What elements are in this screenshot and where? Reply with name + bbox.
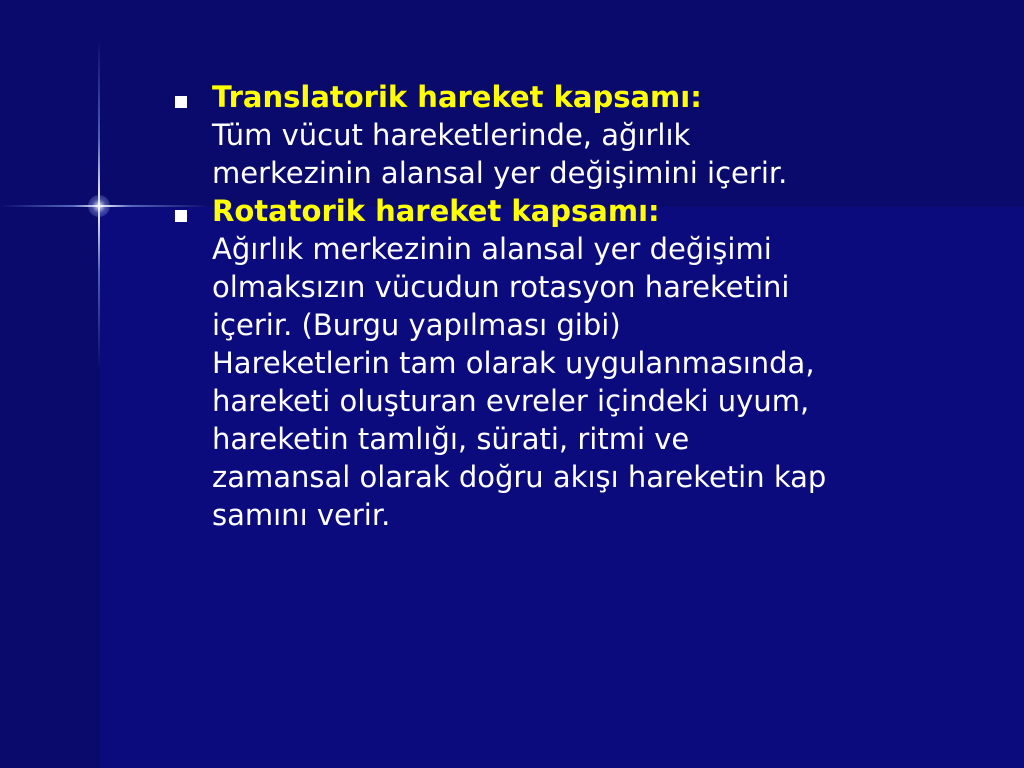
bullet-heading: Rotatorik hareket kapsamı: — [212, 194, 660, 228]
bullet-item-rotatorik — [170, 192, 970, 534]
background-left-band — [0, 0, 100, 768]
light-flare-star-icon — [88, 195, 110, 217]
square-bullet-icon — [175, 96, 187, 108]
bullet-text-line: Hareketlerin tam olarak uygulanmasında, — [212, 346, 815, 380]
square-bullet-icon — [175, 210, 187, 222]
bullet-text-line: hareketin tamlığı, sürati, ritmi ve — [212, 422, 690, 456]
bullet-text-line: hareketi oluşturan evreler içindeki uyum, — [212, 384, 810, 418]
bullet-text-line: Ağırlık merkezinin alansal yer değişimi — [212, 232, 772, 266]
bullet-text-line: Tüm vücut hareketlerinde, ağırlık — [212, 118, 691, 152]
bullet-text-line: olmaksızın vücudun rotasyon hareketini — [212, 270, 790, 304]
bullet-heading: Translatorik hareket kapsamı: — [212, 80, 702, 114]
slide-content — [170, 78, 970, 534]
bullet-text-line: samını verir. — [212, 498, 391, 532]
bullet-text-line: zamansal olarak doğru akışı hareketin kap — [212, 460, 827, 494]
bullet-text-line: içerir. (Burgu yapılması gibi) — [212, 308, 621, 342]
bullet-item-translatorik — [170, 78, 970, 192]
bullet-text-line: merkezinin alansal yer değişimini içerir. — [212, 156, 788, 190]
